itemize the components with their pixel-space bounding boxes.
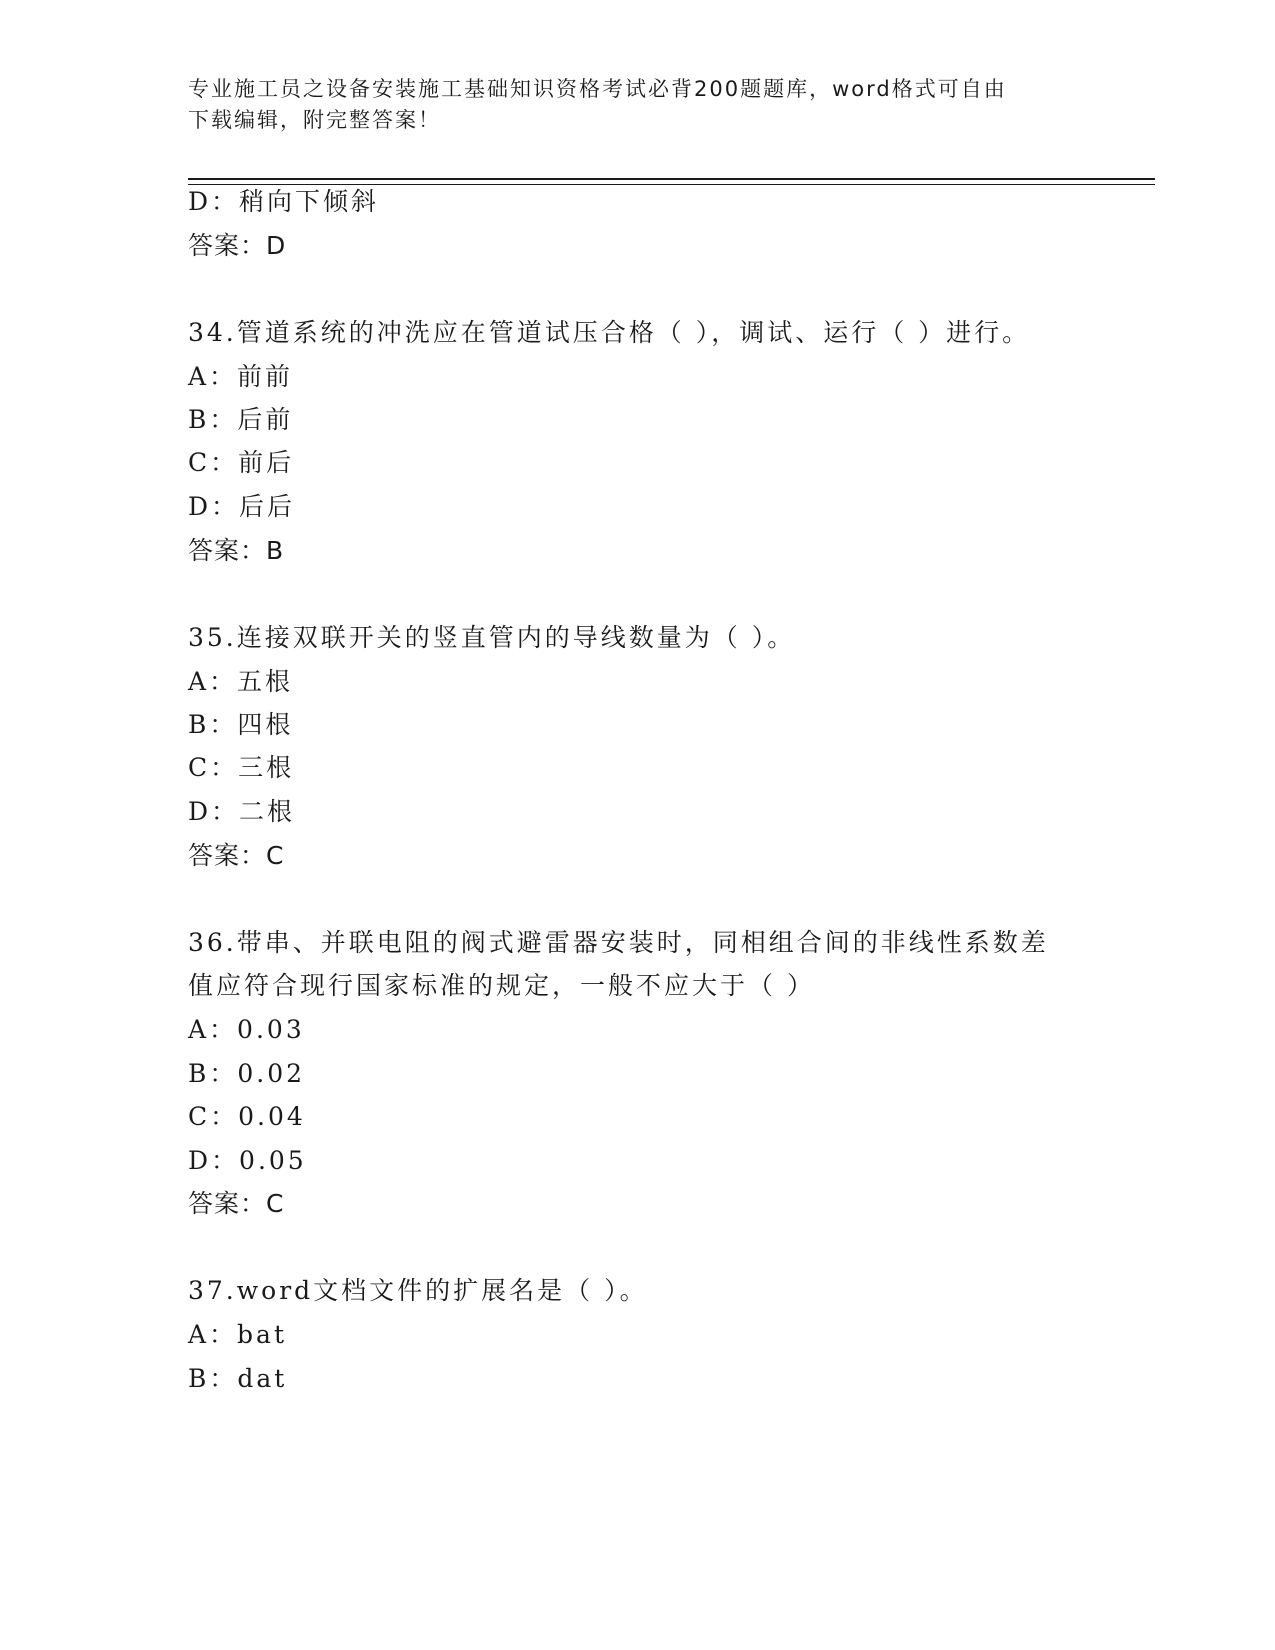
question-35-option-d: D：二根 — [188, 797, 296, 826]
question-35-option-c: C：三根 — [188, 753, 295, 782]
question-34-stem: 34.管道系统的冲洗应在管道试压合格（ ），调试、运行（ ）进行。 — [188, 318, 1031, 347]
question-34-answer: 答案：B — [188, 536, 285, 565]
question-36-option-c: C：0.04 — [188, 1102, 306, 1131]
question-36-answer: 答案：C — [188, 1189, 285, 1218]
header-title-line-2: 下载编辑，附完整答案！ — [188, 108, 441, 132]
question-34-option-c: C：前后 — [188, 448, 295, 477]
header-divider-thin — [188, 184, 1155, 185]
prev-question-option-d: D：稍向下倾斜 — [188, 187, 380, 216]
question-37-option-a: A：bat — [188, 1320, 288, 1349]
question-36-option-a: A：0.03 — [188, 1015, 305, 1044]
question-34-option-b: B：后前 — [188, 405, 294, 434]
question-34-option-a: A：前前 — [188, 362, 294, 391]
header-divider-thick — [188, 178, 1155, 180]
prev-question-answer: 答案：D — [188, 231, 287, 260]
question-36-option-d: D：0.05 — [188, 1146, 307, 1175]
question-36-option-b: B：0.02 — [188, 1059, 306, 1088]
question-35-option-b: B：四根 — [188, 710, 294, 739]
question-35-answer: 答案：C — [188, 841, 285, 870]
question-35-stem: 35.连接双联开关的竖直管内的导线数量为（ ）。 — [188, 623, 796, 652]
question-36-stem-line-2: 值应符合现行国家标准的规定，一般不应大于（ ） — [188, 971, 815, 1000]
question-37-stem: 37.word文档文件的扩展名是（ ）。 — [188, 1276, 648, 1305]
document-header — [188, 74, 1088, 136]
header-title-line-1: 专业施工员之设备安装施工基础知识资格考试必背200题题库，word格式可自由 — [188, 77, 1007, 101]
question-34-option-d: D：后后 — [188, 492, 296, 521]
question-35-option-a: A：五根 — [188, 667, 294, 696]
question-37-option-b: B：dat — [188, 1364, 288, 1393]
question-36-stem-line-1: 36.带串、并联电阻的阀式避雷器安装时，同相组合间的非线性系数差 — [188, 928, 1049, 957]
